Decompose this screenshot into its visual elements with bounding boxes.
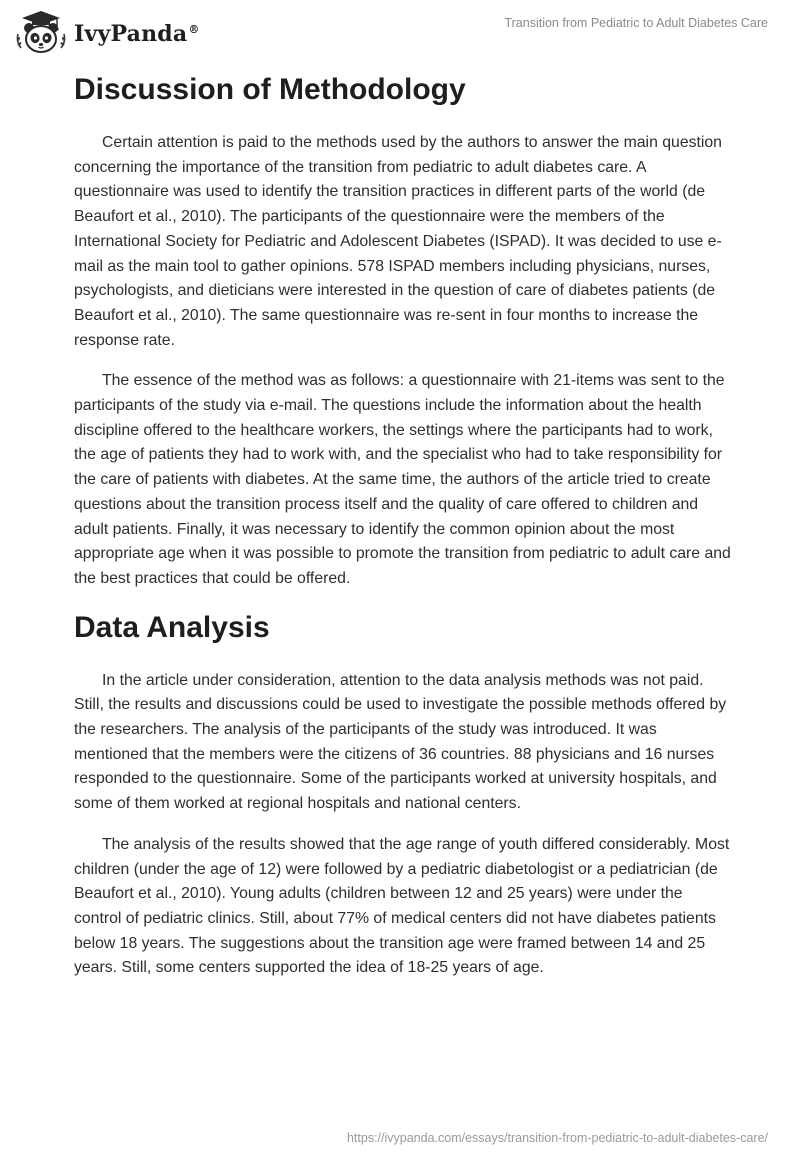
logo-text: IvyPanda	[74, 21, 188, 47]
panda-graduate-icon	[14, 8, 68, 56]
registered-mark: ®	[188, 22, 200, 36]
heading-data-analysis: Data Analysis	[74, 610, 270, 644]
essay-content	[74, 70, 734, 997]
logo-wordmark	[74, 21, 200, 47]
ivypanda-logo[interactable]	[14, 8, 200, 56]
data-analysis-paragraph-1: In the article under consideration, attention to the data analysis methods was not paid. Still, the results and discussions could be used to investigate the possible methods offered by the researchers. The analysis of the participants of the study was introduced. It was mentioned that the members were the citizens of 36 countries. 88 physicians and 16 nurses responded to the questionnaire. Some of the participants worked at university hospitals, and some of them worked at regional hospitals and national centers.	[74, 671, 727, 813]
heading-discussion-of-methodology: Discussion of Methodology	[74, 73, 466, 106]
data-analysis-paragraph-2: The analysis of the results showed that the age range of youth differed considerably. Most children (under the age of 12) were followed by a pediatric diabetologist or a pediatrician (de Beaufort et al., 2010). Young adults (children between 12 and 25 years) were under the control of pediatric clinics. Still, about 77% of medical centers did not have diabetes patients below 18 years. The suggestions about the transition age were framed between 14 and 25 years. Still, some centers supported the idea of 18-25 years of age.	[74, 835, 730, 977]
methodology-paragraph-1: Certain attention is paid to the methods used by the authors to answer the main question concerning the importance of the transition from pediatric to adult diabetes care. A questionnaire was used to identify the transition practices in different parts of the world (de Beaufort et al., 2010). The participants of the questionnaire were the members of the International Society for Pediatric and Adolescent Diabetes (ISPAD). It was decided to use e-mail as the main tool to gather opinions. 578 ISPAD members including physicians, nurses, psychologists, and dieticians were interested in the question of care of diabetes patients (de Beaufort et al., 2010). The same questionnaire was re-sent in four months to increase the response rate.	[74, 134, 722, 349]
running-title: Transition from Pediatric to Adult Diabetes Care	[504, 16, 768, 30]
methodology-paragraph-2: The essence of the method was as follows: a questionnaire with 21-items was sent to the participants of the study via e-mail. The questions include the information about the health discipline offered to the healthcare workers, the settings where the participants had to work, the age of patients they had to work with, and the specialist who had to take responsibility for the care of patients with diabetes. At the same time, the authors of the article tried to create questions about the transition process itself and the quality of care offered to children and adult patients. Finally, it was necessary to identify the common opinion about the most appropriate age when it was possible to promote the transition from pediatric to adult care and the best practices that could be offered.	[74, 372, 731, 587]
page-header	[0, 0, 800, 60]
source-url[interactable]: https://ivypanda.com/essays/transition-from-pediatric-to-adult-diabetes-care/	[346, 1131, 768, 1145]
